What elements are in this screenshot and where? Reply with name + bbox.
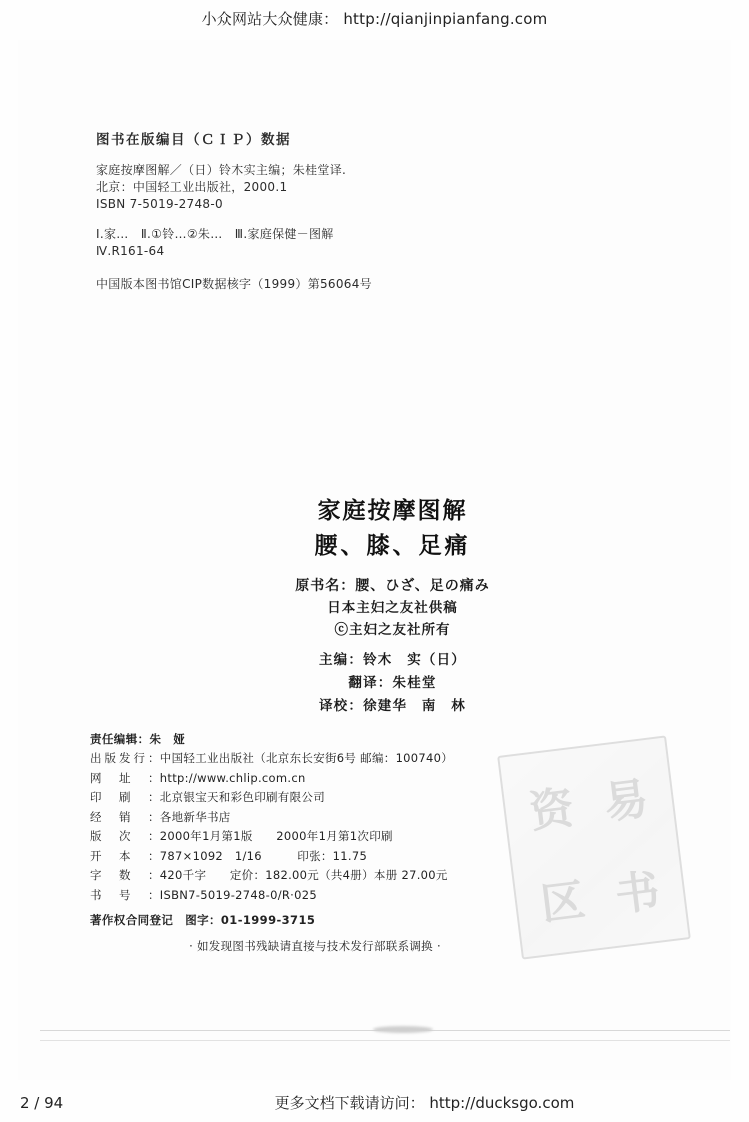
top-banner-text: 小众网站大众健康： http://qianjinpianfang.com bbox=[201, 10, 548, 28]
original-publisher: 日本主妇之友社供稿 bbox=[327, 600, 458, 616]
imprint-label: 版 次 bbox=[90, 829, 134, 843]
copyright-line: ⓒ主妇之友社所有 bbox=[334, 622, 451, 638]
imprint-row bbox=[90, 808, 650, 828]
scanned-sheet bbox=[18, 40, 731, 1080]
credit-value: 朱桂堂 bbox=[392, 675, 437, 691]
imprint-row bbox=[90, 788, 650, 808]
watermark-char: 书 bbox=[612, 865, 663, 922]
imprint-label: 开 本 bbox=[90, 848, 134, 863]
credit-label: 主编： bbox=[318, 652, 364, 668]
imprint-label: 书 号 bbox=[90, 887, 134, 902]
book-subtitle: 腰、膝、足痛 bbox=[314, 533, 471, 559]
cip-registry: 中国版本图书馆CIP数据核字（1999）第56064号 bbox=[96, 277, 372, 291]
imprint-value: ：中国轻工业出版社（北京东长安街6号 邮编：100740） bbox=[148, 751, 454, 765]
imprint-value: ：787×1092 1/16 印张：11.75 bbox=[148, 848, 368, 863]
responsible-editor: 责任编辑：朱 娅 bbox=[90, 732, 186, 746]
cip-line-1: 家庭按摩图解／（日）铃木实主编；朱桂堂译. bbox=[96, 163, 347, 177]
cip-title: 图书在版编目（ＣＩＰ）数据 bbox=[96, 132, 291, 148]
imprint-block bbox=[90, 730, 650, 954]
top-banner bbox=[0, 8, 749, 29]
watermark-char: 资 bbox=[526, 782, 577, 839]
imprint-row bbox=[90, 749, 650, 769]
colophon-block bbox=[18, 495, 749, 718]
imprint-row bbox=[90, 847, 650, 867]
credit-label: 译校： bbox=[318, 698, 364, 714]
imprint-value: ：2000年1月第1版 2000年1月第1次印刷 bbox=[148, 829, 393, 843]
credit-label: 翻译： bbox=[348, 675, 393, 691]
imprint-row bbox=[90, 769, 650, 789]
page-number: 2 / 94 bbox=[20, 1094, 64, 1112]
scan-artifact-blot bbox=[373, 1026, 433, 1033]
imprint-label: 印 刷 bbox=[90, 790, 134, 804]
credits-list bbox=[18, 649, 749, 718]
page-footer bbox=[0, 1084, 749, 1122]
credit-value: 徐建华 南 林 bbox=[363, 698, 466, 714]
imprint-value: ：http://www.chlip.com.cn bbox=[148, 770, 306, 785]
imprint-label: 字 数 bbox=[90, 868, 134, 882]
cip-line-2: 北京：中国轻工业出版社，2000.1 bbox=[96, 180, 288, 194]
imprint-label: 网 址 bbox=[90, 770, 134, 785]
replacement-note: · 如发现图书残缺请直接与技术发行部联系调换 · bbox=[189, 939, 441, 953]
watermark-char: 易 bbox=[601, 773, 652, 830]
imprint-value: ：ISBN7-5019-2748-0/R·025 bbox=[148, 887, 317, 902]
imprint-value: ：北京银宝天和彩色印刷有限公司 bbox=[148, 790, 325, 804]
original-title: 原书名：腰、ひざ、足の痛み bbox=[295, 578, 490, 594]
credit-row bbox=[18, 649, 749, 672]
credit-value: 铃木 实（日） bbox=[363, 652, 466, 668]
imprint-label: 出版发行 bbox=[90, 751, 148, 765]
watermark-char: 区 bbox=[538, 874, 588, 931]
copyright-contract: 著作权合同登记 图字：01-1999-3715 bbox=[90, 913, 316, 927]
cip-block bbox=[96, 128, 516, 293]
footer-note: 更多文档下载请访问： http://ducksgo.com bbox=[274, 1094, 575, 1112]
imprint-label: 经 销 bbox=[90, 809, 134, 824]
credit-row bbox=[18, 672, 749, 695]
cip-class-line-1: Ⅰ.家… Ⅱ.①铃…②朱… Ⅲ.家庭保健－图解 bbox=[96, 227, 334, 241]
imprint-row bbox=[90, 866, 650, 886]
imprint-row bbox=[90, 886, 650, 906]
cip-line-3: ISBN 7-5019-2748-0 bbox=[96, 197, 223, 211]
imprint-value: ：各地新华书店 bbox=[148, 809, 231, 824]
cip-class-line-2: Ⅳ.R161-64 bbox=[96, 244, 165, 258]
credit-row bbox=[18, 695, 749, 718]
imprint-row bbox=[90, 827, 650, 847]
scan-artifact-line bbox=[40, 1040, 730, 1041]
imprint-value: ：420千字 定价：182.00元（共4册）本册 27.00元 bbox=[148, 868, 448, 882]
book-title: 家庭按摩图解 bbox=[317, 498, 468, 524]
